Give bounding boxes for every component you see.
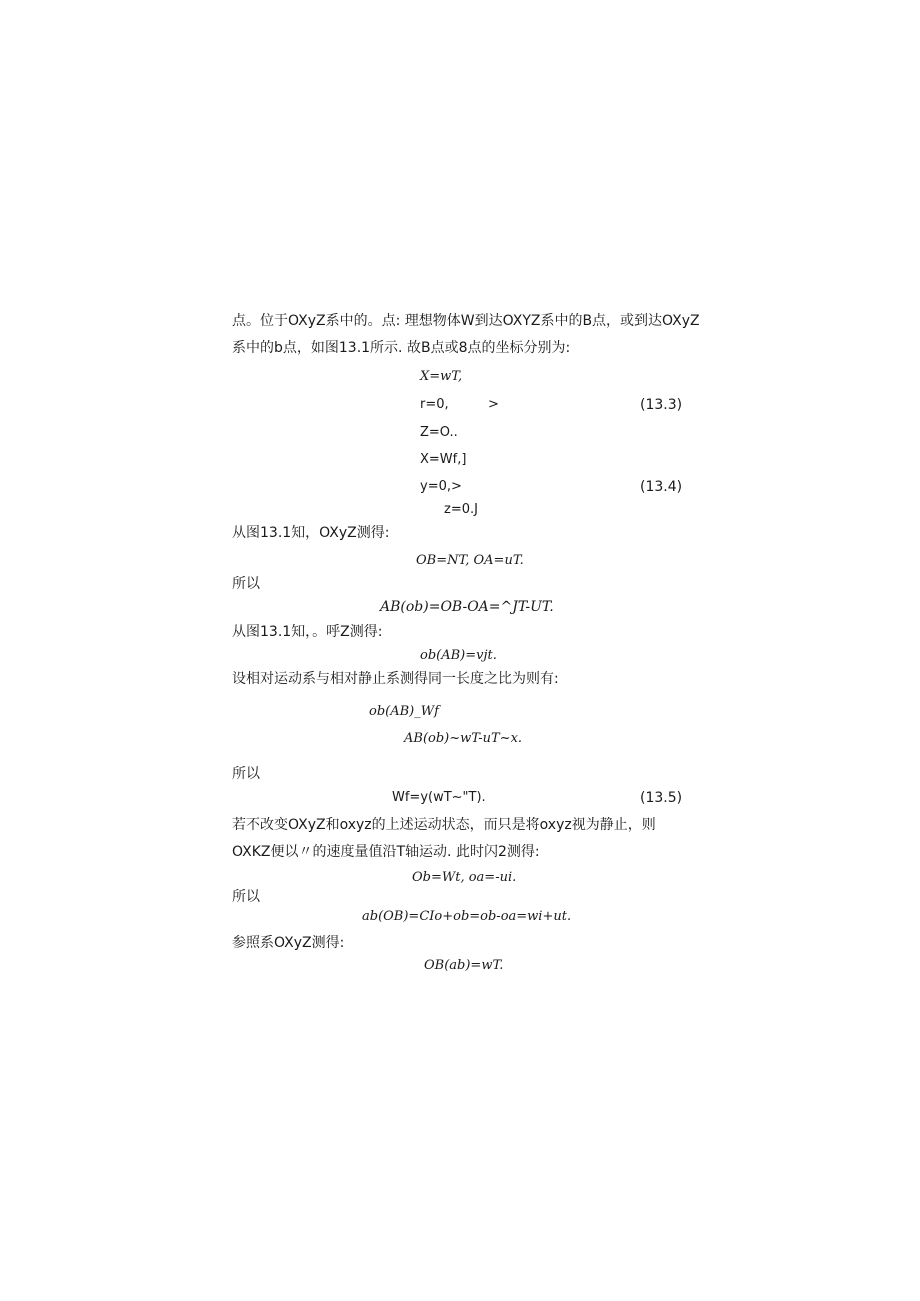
paragraph-2-line-2: OXKZ便以〃的速度量值沿T轴运动. 此时闪2测得:	[232, 844, 540, 860]
eq-13-4-number: (13.4)	[640, 479, 683, 495]
formula-ob-oa: OB=NT, OA=uT.	[416, 553, 524, 568]
formula-ob-wt: Ob=Wt, oa=-ui.	[412, 870, 517, 885]
text-from-figure-2: 从图13.1知，。呼Z测得:	[232, 624, 383, 640]
text-suoyi-3: 所以	[232, 889, 260, 905]
eq-13-5-formula: Wf=y(wT~"T).	[392, 790, 486, 805]
fraction-numerator: ob(AB)_Wf	[369, 704, 439, 719]
eq-13-3-brace: >	[488, 397, 499, 412]
paragraph-2-line-1: 若不改变OXyZ和oxyz的上述运动状态，而只是将oxyz视为静止，则	[232, 817, 656, 833]
text-suoyi-1: 所以	[232, 576, 260, 592]
eq-13-4-x: X=Wf,]	[420, 452, 467, 467]
text-length-ratio: 设相对运动系与相对静止系测得同一长度之比为则有:	[232, 671, 559, 687]
eq-13-4-y: y=0,>	[420, 479, 462, 494]
text-reference-system: 参照系OXyZ测得:	[232, 935, 345, 951]
formula-ob-ab: ob(AB)=vjt.	[420, 648, 497, 663]
formula-ob-ab-2: OB(ab)=wT.	[424, 958, 504, 973]
eq-13-4-z: z=0.J	[444, 502, 478, 517]
eq-13-3-z: Z=O..	[420, 425, 458, 440]
text-from-figure-1: 从图13.1知，OXyZ测得:	[232, 525, 390, 541]
paragraph-1-line-1: 点。位于OXyZ系中的。点: 理想物体W到达OXYZ系中的B点，或到达OXyZ	[232, 313, 700, 329]
formula-ab-ob-2: ab(OB)=CIo+ob=ob-oa=wi+ut.	[362, 909, 572, 924]
eq-13-3-x: X=wT,	[420, 369, 463, 384]
fraction-denominator: AB(ob)~wT-uT~x.	[404, 731, 523, 746]
eq-13-3-y: r=0,	[420, 397, 449, 412]
text-suoyi-2: 所以	[232, 766, 260, 782]
eq-13-5-number: (13.5)	[640, 790, 683, 806]
formula-ab-ob: AB(ob)=OB-OA=^JT-UT.	[380, 599, 554, 615]
eq-13-3-number: (13.3)	[640, 397, 683, 413]
paragraph-1-line-2: 系中的b点，如图13.1所示. 故B点或8点的坐标分别为:	[232, 340, 571, 356]
